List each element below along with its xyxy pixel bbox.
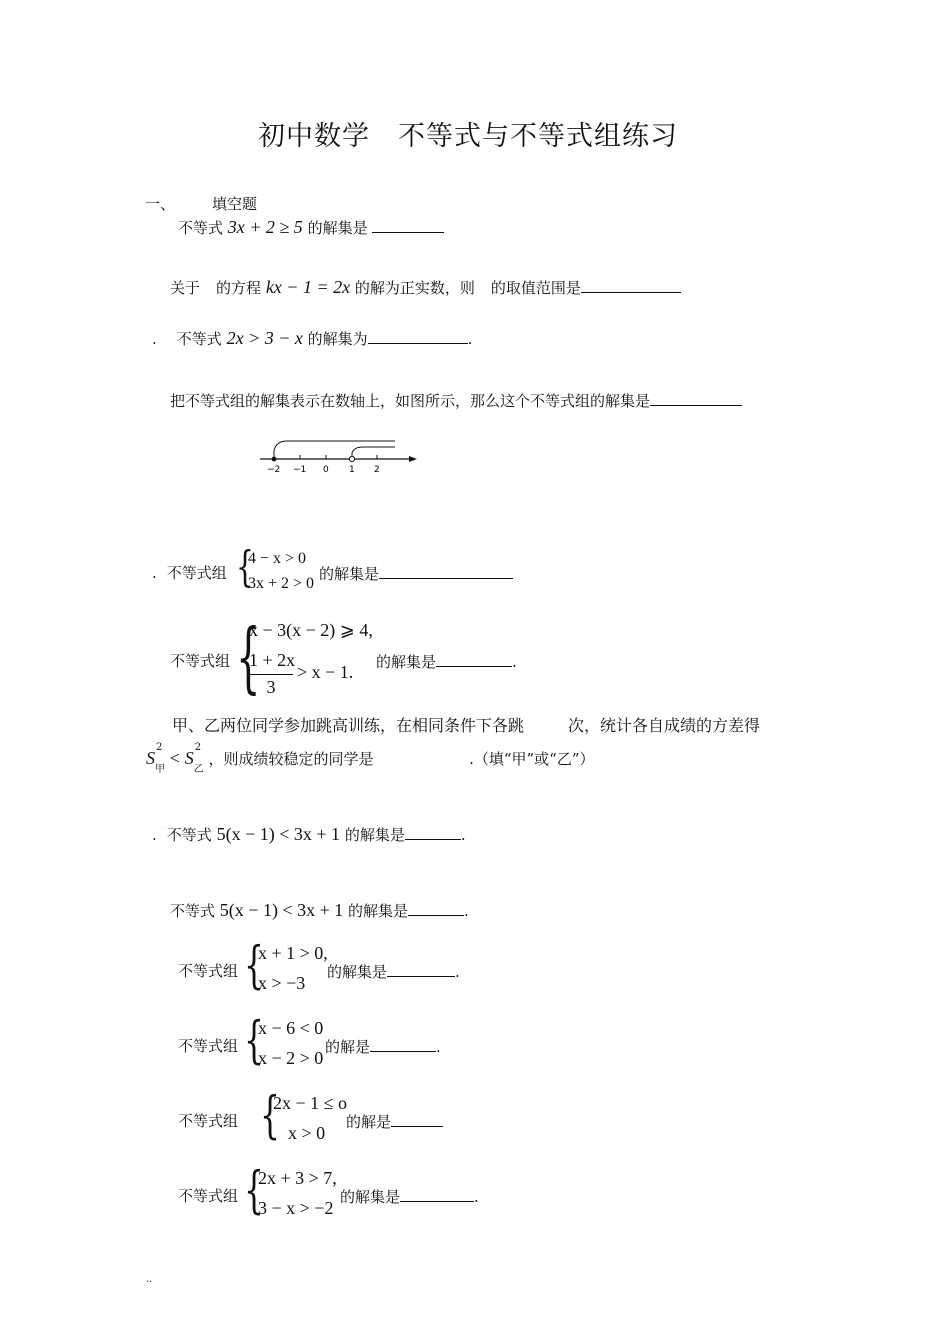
tick-label: −1 [293, 465, 307, 475]
tick-label: 1 [349, 465, 355, 475]
fraction-bar [249, 674, 293, 675]
question-2: 关于 的方程 kx − 1 = 2x 的解为正实数，则 的取值范围是 [170, 276, 681, 298]
answer-blank [368, 327, 468, 344]
system-brace: { [244, 1161, 264, 1220]
question-5-prefix: . 不等式组 [152, 564, 227, 582]
answer-blank [400, 1185, 474, 1202]
q8-expression: 5(x − 1) < 3x + 1 [216, 824, 341, 844]
fraction-denominator: 3 [266, 677, 276, 697]
question-13-suffix: 的解集是 . [340, 1185, 479, 1207]
q2-expression: kx − 1 = 2x [265, 277, 351, 297]
system-line-1: x − 3(x − 2) ⩾ 4, [249, 620, 373, 640]
question-4: 把不等式组的解集表示在数轴上，如图所示，那么这个不等式组的解集是 [170, 389, 742, 411]
answer-blank [436, 650, 512, 667]
q9-expression: 5(x − 1) < 3x + 1 [219, 900, 344, 920]
question-10-prefix: 不等式组 [178, 962, 239, 980]
question-6-prefix: 不等式组 [170, 652, 231, 670]
page-title: 初中数学 不等式与不等式组练习 [258, 121, 678, 152]
question-7-line-1: 甲、乙两位同学参加跳高训练，在相同条件下各跳 次，统计各自成绩的方差得 [172, 716, 761, 735]
question-9: 不等式 5(x − 1) < 3x + 1 的解集是 . [170, 900, 469, 920]
question-6-suffix: 的解集是 . [376, 650, 517, 672]
question-3: . 不等式 2x > 3 − x 的解集为 . [152, 328, 473, 348]
system-line-1: 2x − 1 ≤ o [273, 1093, 348, 1113]
open-dot [349, 456, 354, 461]
question-7-line-2: S 2 甲 < S 2 乙 ，则成绩较稳定的同学是 .（填“甲”或“乙”） [146, 742, 595, 775]
question-11-prefix: 不等式组 [178, 1037, 239, 1055]
question-11-suffix: 的解是 . [325, 1035, 441, 1057]
solution-ray-2 [352, 447, 395, 456]
system-line-1: 4 − x > 0 [248, 550, 307, 567]
answer-blank [391, 1110, 443, 1127]
tick-label: −2 [267, 465, 281, 475]
answer-blank [408, 899, 464, 916]
question-1: 不等式 3x + 2 ≥ 5 的解集是 [178, 216, 444, 238]
footer-mark: .. [146, 1274, 153, 1285]
system-line-2: x > −3 [258, 973, 306, 993]
tick-label: 0 [323, 465, 329, 475]
system-line-2: 3 − x > −2 [258, 1198, 334, 1218]
fraction-numerator: 1 + 2x [249, 650, 296, 670]
answer-blank [405, 823, 461, 840]
answer-blank [372, 216, 444, 233]
system-brace: { [244, 1011, 264, 1070]
system-line-2: 3x + 2 > 0 [248, 575, 315, 592]
question-5-suffix: 的解集是 [319, 562, 513, 584]
number-line-figure [255, 435, 425, 479]
section-label: 填空题 [212, 195, 258, 213]
answer-blank [379, 562, 513, 579]
system-line-1: x − 6 < 0 [258, 1018, 324, 1038]
answer-blank [387, 960, 455, 977]
question-10-suffix: 的解集是 . [327, 960, 460, 982]
arrow-right-icon [409, 456, 417, 462]
system-brace: { [236, 614, 261, 703]
system-line-1: 2x + 3 > 7, [258, 1168, 337, 1188]
answer-blank [370, 1035, 436, 1052]
system-line-2-rest: > x − 1. [297, 662, 354, 682]
question-8: . 不等式 5(x − 1) < 3x + 1 的解集是 . [152, 824, 466, 844]
tick-label: 2 [374, 465, 380, 475]
question-12-prefix: 不等式组 [178, 1112, 239, 1130]
system-brace: { [260, 1086, 280, 1145]
answer-blank [581, 276, 681, 293]
system-brace: { [244, 936, 264, 995]
answer-blank [650, 389, 742, 406]
system-brace: { [236, 543, 254, 592]
section-number: 一、 [145, 195, 176, 213]
q3-expression: 2x > 3 − x [226, 328, 303, 348]
question-12-suffix: 的解是 [346, 1110, 443, 1132]
system-line-1: x + 1 > 0, [258, 943, 328, 963]
question-13-prefix: 不等式组 [178, 1187, 239, 1205]
system-line-2: x > 0 [288, 1123, 326, 1143]
system-line-2: x − 2 > 0 [258, 1048, 324, 1068]
solid-dot [272, 457, 277, 462]
q1-expression: 3x + 2 ≥ 5 [227, 217, 303, 237]
